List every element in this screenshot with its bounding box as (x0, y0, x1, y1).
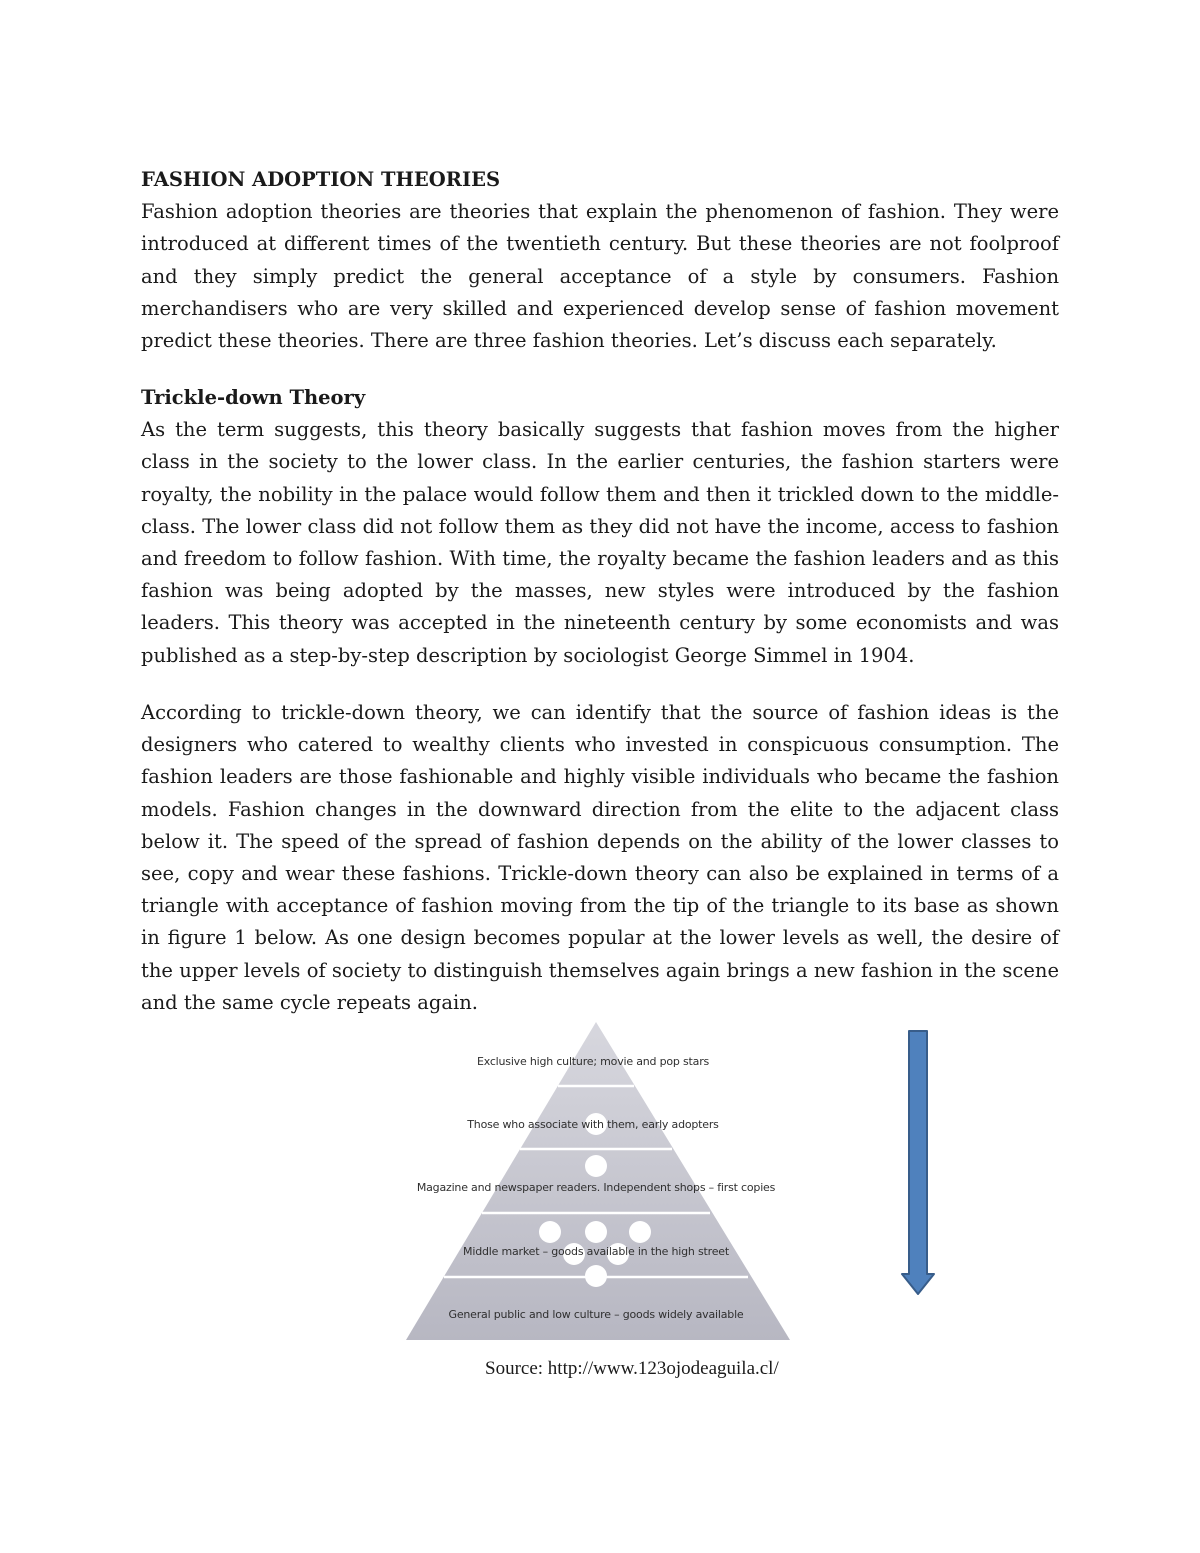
trickle-down-paragraph-1: As the term suggests, this theory basically suggests that fashion moves from the higher class in the society to the lower class. In the earlier centuries, the fashion starters were royalty, the nobility in the palace would follow them and then it trickled down to the middle-class. The lower class did not follow them as they did not have the income, access to fashion and freedom to follow fashion. With time, the royalty became the fashion leaders and as this fashion was being adopted by the masses, new styles were introduced by the fashion leaders. This theory was accepted in the nineteenth century by some economists and was published as a step-by-step description by sociologist George Simmel in 1904. (141, 418, 1059, 667)
trickle-down-paragraph-2: According to trickle-down theory, we can identify that the source of fashion ideas is the designers who catered to wealthy clients who invested in conspicuous consumption. The fashion leaders are those fashionable and highly visible individuals who became the fashion models. Fashion changes in the downward direction from the elite to the adjacent class below it. The speed of the spread of fashion depends on the ability of the lower classes to see, copy and wear these fashions. Trickle-down theory can also be explained in terms of a triangle with acceptance of fashion moving from the tip of the triangle to its base as shown in figure 1 below. As one design becomes popular at the lower levels as well, the desire of the upper levels of society to distinguish themselves again brings a new fashion in the scene and the same cycle repeats again. (141, 701, 1059, 1014)
intro-section (141, 164, 1059, 357)
tier-label-5: General public and low culture – goods widely available (448, 1308, 744, 1321)
tier-label-4: Middle market – goods available in the high street (463, 1245, 729, 1258)
trickle-down-pyramid-figure (400, 1018, 800, 1348)
tier-label-1: Exclusive high culture; movie and pop stars (476, 1055, 710, 1068)
tier-label-2: Those who associate with them, early adopters (467, 1118, 719, 1131)
adoption-dot (585, 1221, 607, 1243)
subsection-heading: Trickle-down Theory (141, 386, 366, 409)
trickle-down-section (141, 382, 1059, 672)
tier-label-3: Magazine and newspaper readers. Independent shops – first copies (416, 1181, 776, 1194)
adoption-dot (585, 1155, 607, 1177)
down-arrow-icon (898, 1028, 938, 1298)
trickle-down-section-continued (141, 697, 1059, 1019)
figure-source-caption: Source: http://www.123ojodeaguila.cl/ (485, 1358, 779, 1379)
section-heading: FASHION ADOPTION THEORIES (141, 168, 501, 191)
intro-paragraph: Fashion adoption theories are theories that explain the phenomenon of fashion. They were introduced at different times of the twentieth century. But these theories are not foolproof and they simply predict the general acceptance of a style by consumers. Fashion merchandisers who are very skilled and experienced develop sense of fashion movement predict these theories. There are three fashion theories. Let’s discuss each separately. (141, 200, 1059, 353)
adoption-dot (629, 1221, 651, 1243)
adoption-dot (539, 1221, 561, 1243)
adoption-dot (585, 1265, 607, 1287)
